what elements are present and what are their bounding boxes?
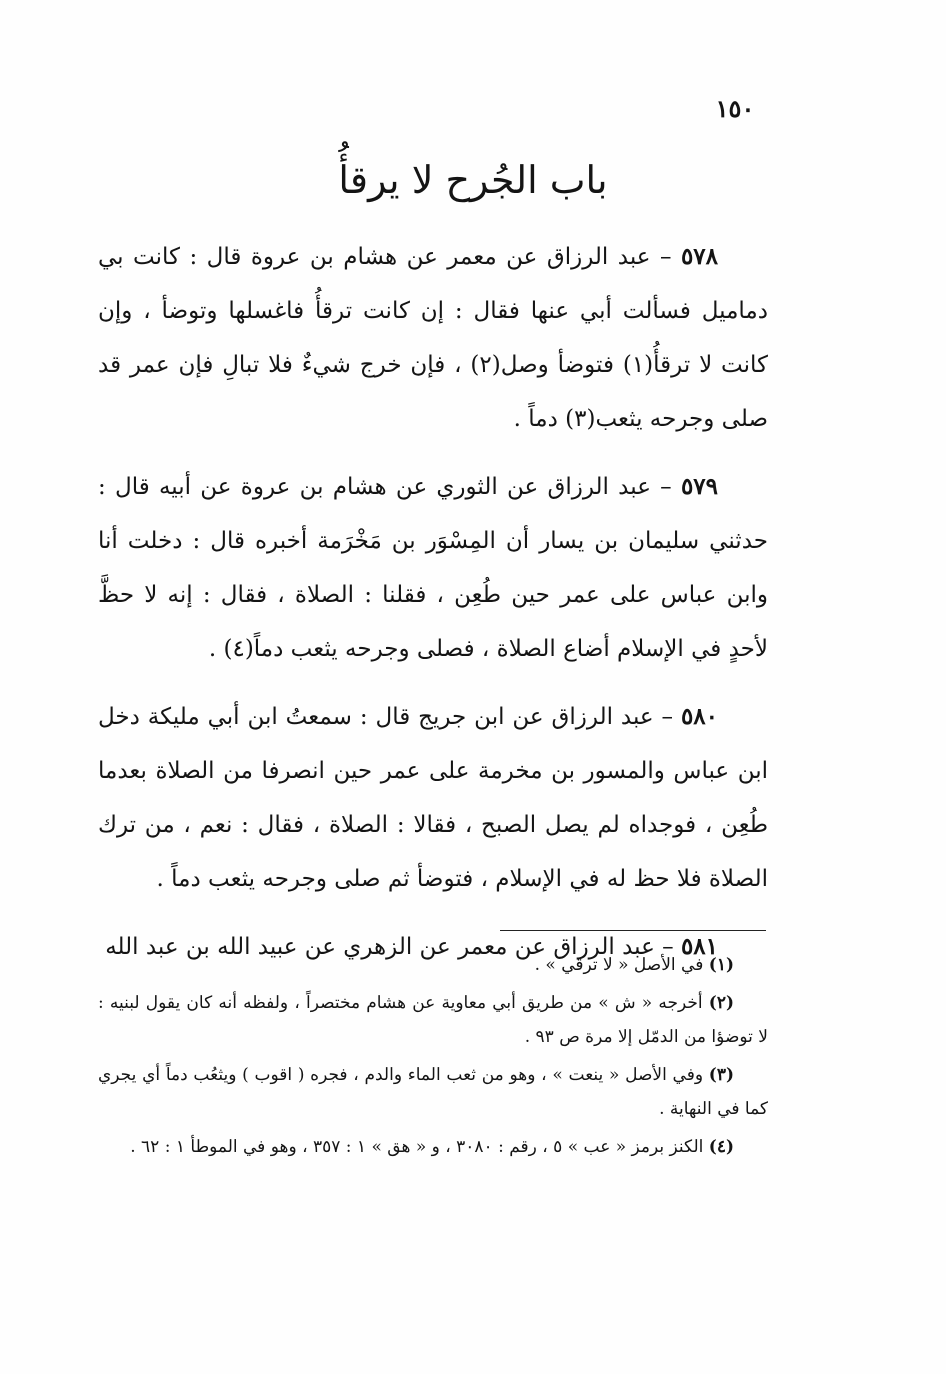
hadith-number: ٥٨١: [680, 933, 718, 960]
footnote-number: (٤): [708, 1137, 734, 1157]
page-number: ١٥٠: [715, 94, 755, 123]
footnote-number: (١): [708, 955, 734, 975]
footnote-text: أخرجه « ش » من طريق أبي معاوية عن هشام مختصراً ، ولفظه أنه كان يقول لبنيه : لا توضؤا من الدمّل إلا مرة ص ٩٣ .: [98, 993, 768, 1047]
footnote-number: (٣): [708, 1065, 734, 1085]
footnotes: [98, 948, 768, 1168]
hadith-paragraph: [98, 230, 768, 446]
chapter-title: باب الجُرح لا يرقأُ: [338, 158, 608, 202]
footnote: [98, 948, 768, 982]
footnote-separator: [500, 930, 766, 931]
hadith-text: – عبد الرزاق عن ابن جريج قال : سمعتُ ابن أبي مليكة دخل ابن عباس والمسور بن مخرمة على عمر حين انصرفا من الصلاة بعدما طُعِن ، فوجداه لم يصل الصبح ، فقالا : الصلاة ، فقال : نعم ، من ترك الصلاة فلا حظ له في الإسلام ، فتوضأ ثم صلى وجرحه يثعب دماً .: [98, 704, 768, 892]
footnote-text: في الأصل « لا ترقي » .: [534, 955, 704, 975]
hadith-text: – عبد الرزاق عن الثوري عن هشام بن عروة عن أبيه قال : حدثني سليمان بن يسار أن المِسْوَر بن مَخْرَمة أخبره قال : دخلت أنا وابن عباس على عمر حين طُعِن ، فقلنا : الصلاة ، فقال : إنه لا حظَّ لأحدٍ في الإسلام أضاع الصلاة ، فصلى وجرحه يثعب دماً(٤) .: [98, 474, 768, 662]
hadith-number: ٥٧٨: [680, 243, 718, 270]
hadith-text: – عبد الرزاق عن معمر عن هشام بن عروة قال : كانت بي دماميل فسألت أبي عنها فقال : إن كانت ترقأُ فاغسلها وتوضأ ، وإن كانت لا ترقأُ(١) فتوضأ وصل(٢) ، فإن خرج شيءٌ فلا تبالِ فإن عمر قد صلى وجرحه يثعب(٣) دماً .: [98, 244, 768, 432]
footnote: [98, 1058, 768, 1126]
footnote: [98, 986, 768, 1054]
footnote-text: وفي الأصل « ينعت » ، وهو من ثعب الماء والدم ، فجره ( اقوب ) ويثعُب دماً أي يجري كما في النهاية .: [98, 1065, 768, 1119]
footnote-number: (٢): [708, 993, 734, 1013]
hadith-paragraph: [98, 460, 768, 676]
main-text: [98, 230, 768, 988]
hadith-number: ٥٧٩: [680, 473, 719, 500]
hadith-paragraph: [98, 690, 768, 906]
hadith-text: – عبد الرزاق عن معمر عن الزهري عن عبيد الله بن عبد الله: [105, 934, 674, 960]
footnote-text: الكنز برمز « عب » ٥ ، رقم : ٣٠٨٠ ، و « هق » ١ : ٣٥٧ ، وهو في الموطأ ١ : ٦٢ .: [130, 1137, 704, 1157]
hadith-number: ٥٨٠: [680, 703, 718, 730]
footnote: [98, 1130, 768, 1164]
